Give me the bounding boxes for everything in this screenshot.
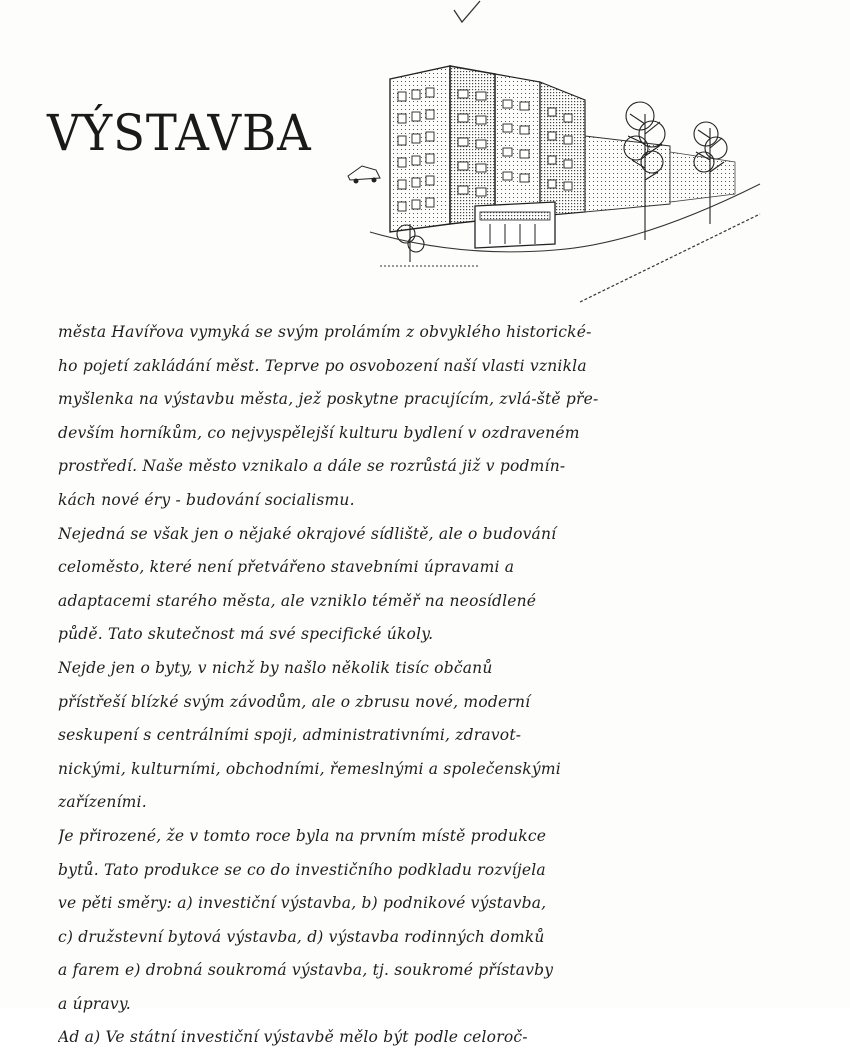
text-line: a úpravy.	[58, 994, 131, 1013]
text-line: myšlenka na výstavbu města, jež poskytne pracujícím, zvlá-ště pře-	[58, 390, 599, 409]
text-line: c) družstevní bytová výstavba, d) výstavba rodinných domků	[58, 927, 545, 946]
text-line: celoměsto, které není přetvářeno stavebními úpravami a	[58, 558, 515, 577]
text-line: města Havířova vymyká se svým prolámím z obvyklého historické-	[58, 323, 592, 341]
text-line: nickými, kulturními, obchodními, řemeslnými a společenskými	[58, 759, 561, 778]
text-line: Je přirozené, že v tomto roce byla na prvním místě produkce	[58, 826, 547, 845]
text-line: Nejedná se však jen o nějaké okrajové sídliště, ale o budování	[58, 524, 557, 543]
text-line: prostředí. Naše město vznikalo a dále se rozrůstá již v podmín-	[58, 457, 566, 476]
text-line: seskupení s centrálními spoji, administrativními, zdravot-	[58, 726, 522, 745]
check-mark-icon	[452, 0, 482, 26]
text-line: kách nové éry - budování socialismu.	[58, 490, 355, 509]
text-line: Nejde jen o byty, v nichž by našlo několik tisíc občanů	[58, 658, 493, 677]
text-line: přístřeší blízké svým závodům, ale o zbrusu nové, moderní	[58, 692, 531, 711]
text-line: ve pěti směry: a) investiční výstavba, b) podnikové výstavba,	[58, 894, 547, 913]
text-line: bytů. Tato produkce se co do investičního podkladu rozvíjela	[58, 860, 546, 879]
text-line: a farem e) drobná soukromá výstavba, tj. soukromé přístavby	[58, 961, 554, 980]
handwritten-text	[58, 316, 670, 1055]
text-line: adaptacemi starého města, ale vzniklo téměř na neosídlené	[58, 591, 537, 610]
page-title: VÝSTAVBA	[47, 104, 312, 162]
text-line: půdě. Tato skutečnost má své specifické úkoly.	[58, 625, 434, 644]
text-line: zařízeními.	[58, 793, 147, 812]
text-line: devším horníkům, co nejvyspělejší kulturu bydlení v ozdraveném	[58, 423, 580, 442]
text-line: Ad a) Ve státní investiční výstavbě mělo být podle celoroč-	[58, 1028, 528, 1047]
text-line: ho pojetí zakládání měst. Teprve po osvobození naší vlasti vznikla	[58, 356, 587, 375]
building-illustration	[340, 44, 780, 306]
